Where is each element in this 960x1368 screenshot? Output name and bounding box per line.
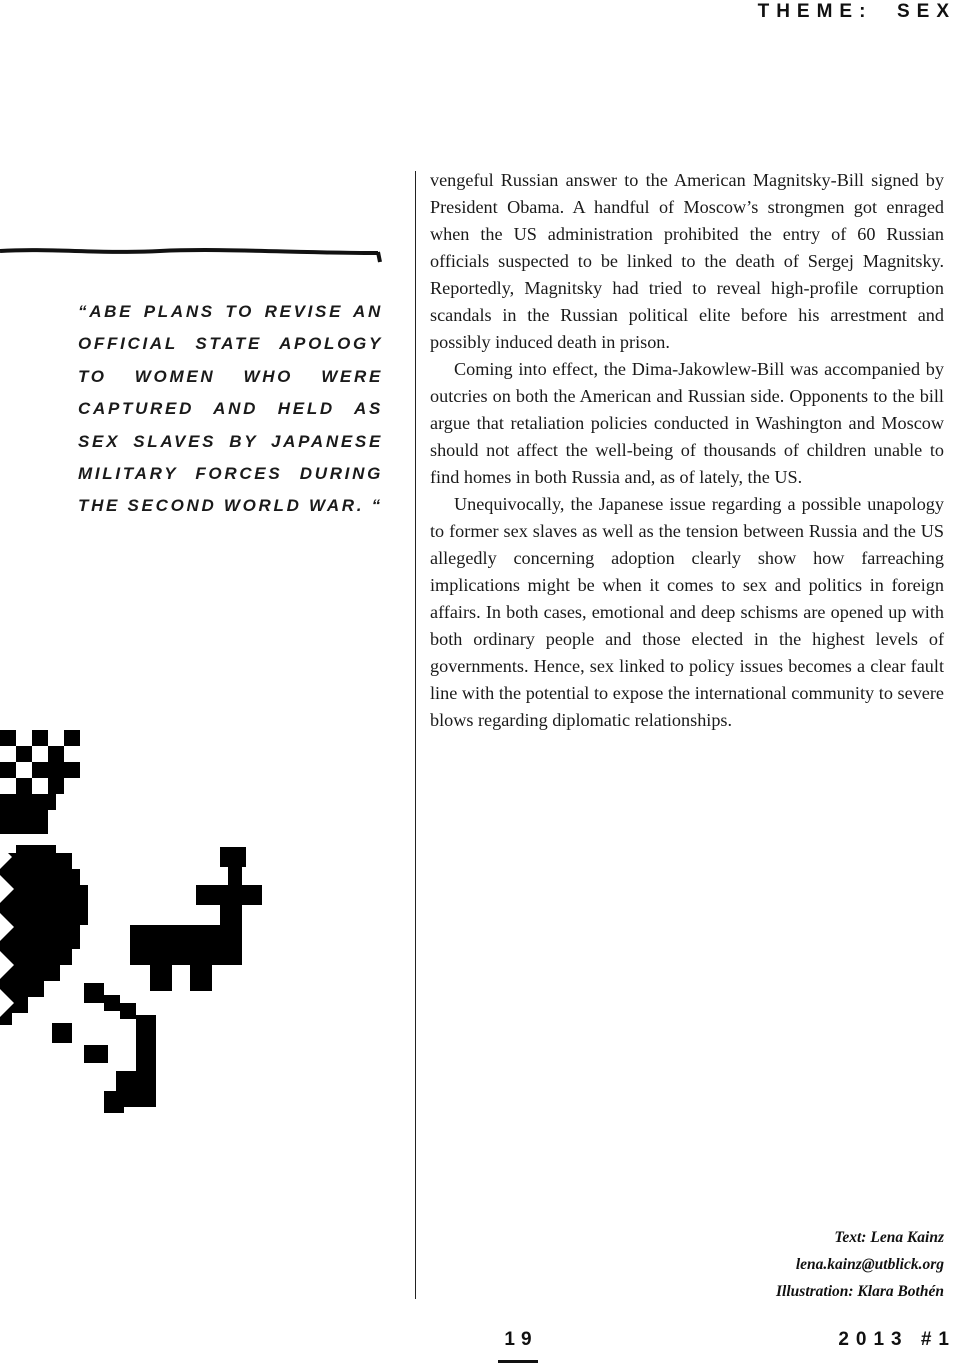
author-credit: Text: Lena Kainz: [834, 1229, 944, 1246]
credits: [776, 1224, 944, 1305]
pull-quote: “ABE PLANS TO REVISE AN OFFICIAL STATE APOLOGY TO WOMEN WHO WERE CAPTURED AND HELD AS SEX SLAVES BY JAPANESE MILITARY FORCES DURING THE SECOND WORLD WAR. “: [78, 302, 383, 516]
page-number-underline: [498, 1360, 538, 1363]
author-email[interactable]: lena.kainz@utblick.org: [795, 1256, 944, 1273]
pixel-illustration: [0, 725, 280, 1115]
theme-header: THEME: SEX: [757, 1, 956, 22]
pull-quote-rule: [0, 240, 385, 270]
article-paragraph: Coming into effect, the Dima-Jakowlew-Bill was accompanied by outcries on both the American and Russian side. Opponents to the bill argue that retaliation policies conducted in Washington and Moscow should not affect the well-being of thousands of children unable to find homes in both Russia and, as of lately, the US.: [430, 359, 944, 487]
issue-label: 2013 #1: [838, 1329, 956, 1350]
column-divider: [415, 171, 416, 1299]
page-number: 19: [504, 1329, 538, 1350]
article-body: [430, 167, 944, 734]
article-paragraph: vengeful Russian answer to the American Magnitsky-Bill signed by President Obama. A handful of Moscow’s strongmen got enraged when the US administration prohibited the entry of 60 Russian officials suspected to be linked to the death of Sergej Magnitsky. Reportedly, Magnitsky had tried to reveal high-profile corruption scandals in the Russian political elite before his arrestment and possibly induced death in prison.: [430, 170, 944, 352]
illustrator-credit: Illustration: Klara Bothén: [776, 1283, 944, 1300]
article-paragraph: Unequivocally, the Japanese issue regarding a possible unapology to former sex slaves as well as the tension between Russia and the US allegedly concerning adoption clearly show how farreaching implications might be when it comes to sex and politics in foreign affairs. In both cases, emotional and deep schisms are opened up with both ordinary people and those elected in the highest levels of governments. Hence, sex linked to policy issues becomes a clear fault line with the potential to expose the international community to severe blows regarding diplomatic relationships.: [430, 494, 944, 730]
